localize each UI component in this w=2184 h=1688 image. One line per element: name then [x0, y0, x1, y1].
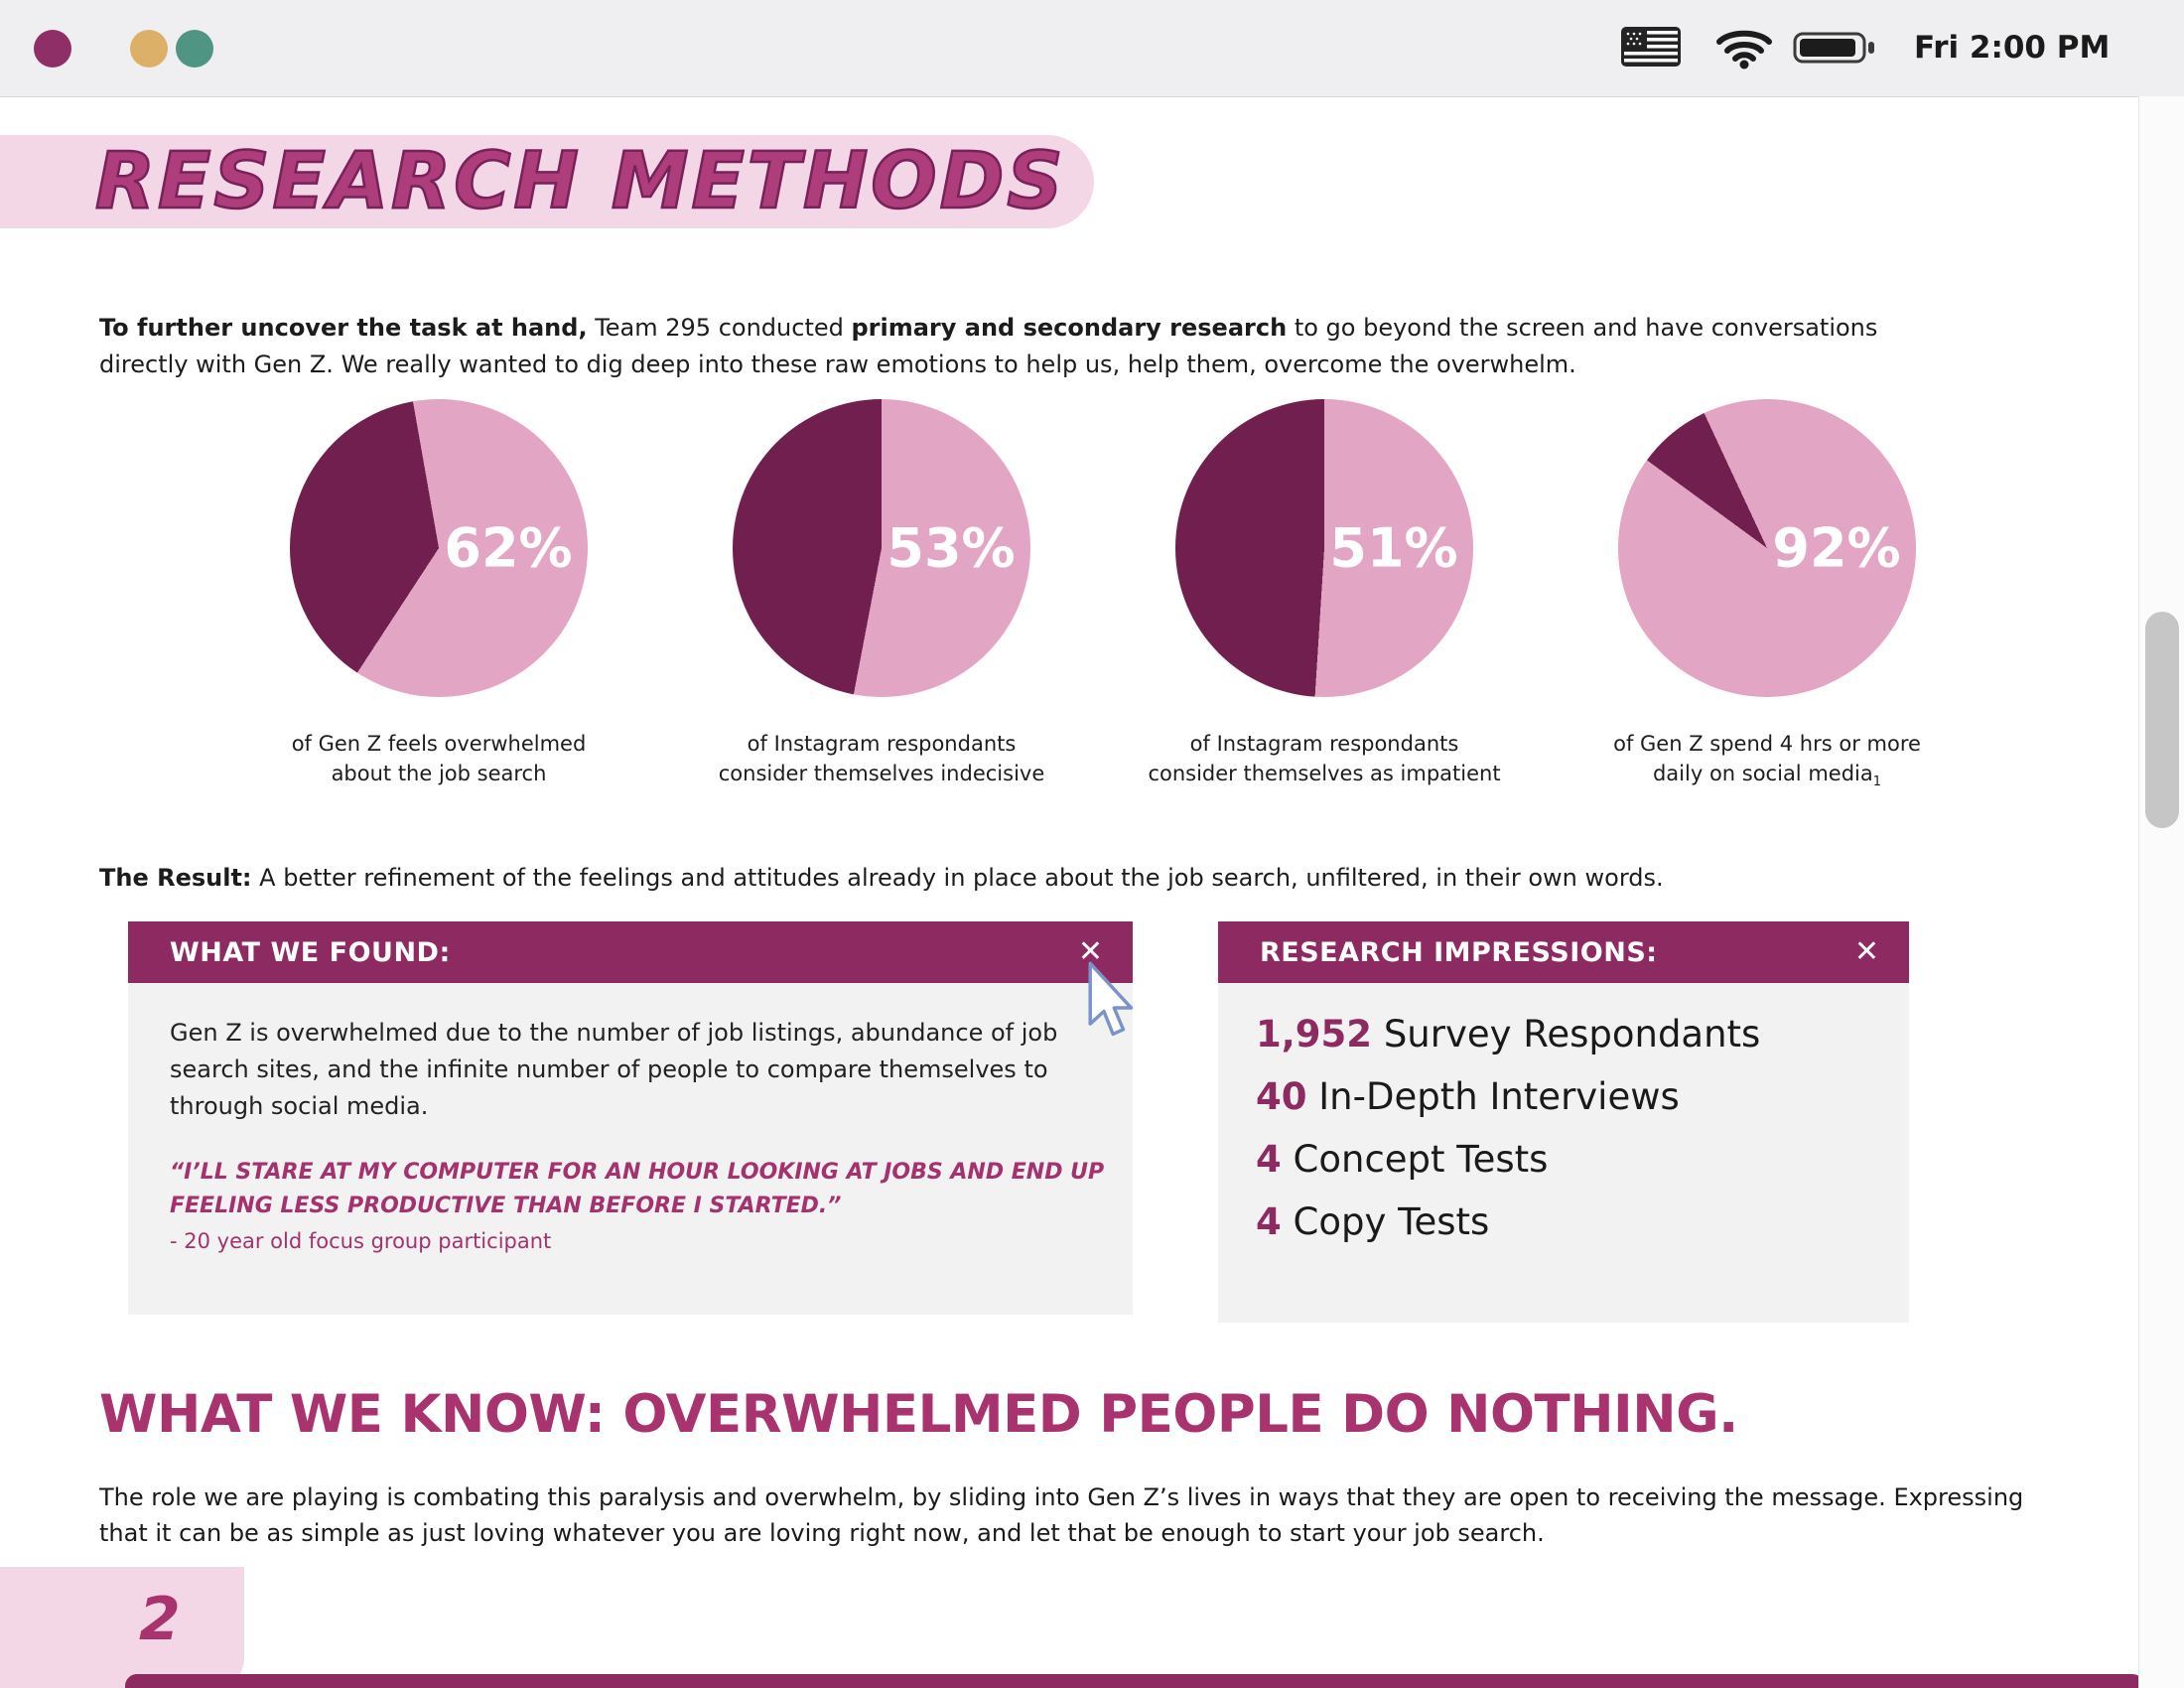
next-page-edge [125, 1674, 2144, 1688]
pie-percent-label: 53% [887, 516, 1016, 580]
pie-caption [663, 729, 1100, 789]
impression-item [1256, 1138, 1889, 1181]
menu-bar-clock[interactable]: Fri 2:00 PM [1914, 30, 2111, 66]
page-number-tab [0, 1567, 244, 1688]
pie-caption-line2: consider themselves indecisive [718, 762, 1045, 786]
pie-caption-line2: consider themselves as impatient [1148, 762, 1501, 786]
research-impressions-header [1218, 921, 1909, 983]
pie-caption-line2 [1549, 759, 1985, 792]
page-title-highlight [0, 135, 1094, 228]
minimize-window-button[interactable] [130, 30, 168, 68]
pie-percent-label: 51% [1329, 516, 1458, 580]
impression-label: Copy Tests [1293, 1200, 1490, 1243]
found-body-text: Gen Z is overwhelmed due to the number of job listings, abundance of job search sites, and the infinite number of people to compare themselves to through social media. [170, 1019, 1058, 1121]
impression-count: 40 [1256, 1075, 1307, 1118]
mouse-cursor [1085, 961, 1139, 1043]
pie-caption [1106, 729, 1543, 789]
pie-caption-line1: of Gen Z feels overwhelmed [291, 732, 587, 756]
what-we-know-paragraph: The role we are playing is combating this paralysis and overwhelm, by sliding into Gen Z’s lives in ways that they are open to receiving the message. Expressing that it can be as simple as just loving whatever you are loving right now, and let that be enough to start your job search. [99, 1483, 2024, 1547]
result-paragraph [99, 860, 2005, 896]
impression-item [1256, 1200, 1889, 1243]
intro-text-2: to go beyond the screen and have conversations directly with Gen Z. We really wanted to dig deep into these raw emotions to help us, help them, overcome the overwhelm. [99, 314, 1878, 379]
intro-text-1: Team 295 conducted [587, 314, 852, 342]
what-we-know-heading: WHAT WE KNOW: OVERWHELMED PEOPLE DO NOTHING. [99, 1384, 1738, 1445]
impression-label: In-Depth Interviews [1318, 1075, 1680, 1118]
pie-chart-indecisive [733, 399, 1030, 697]
pie-percent-label: 62% [444, 516, 573, 580]
menu-bar [0, 0, 2184, 97]
found-quote: “I’LL STARE AT MY COMPUTER FOR AN HOUR LOOKING AT JOBS AND END UP FEELING LESS PRODUCTIVE THAN BEFORE I STARTED.” [170, 1159, 1105, 1218]
impression-item [1256, 1013, 1889, 1055]
impression-count: 1,952 [1256, 1013, 1373, 1055]
pie-caption-line2: about the job search [331, 762, 547, 786]
pie-caption [220, 729, 657, 789]
scrollbar-thumb[interactable] [2145, 612, 2179, 828]
intro-bold-2: primary and secondary research [851, 314, 1288, 342]
intro-paragraph [99, 310, 1966, 383]
page-number: 2 [139, 1585, 181, 1654]
impression-count: 4 [1256, 1138, 1282, 1181]
pie-caption-line1: of Instagram respondants [1189, 732, 1459, 756]
impression-count: 4 [1256, 1200, 1282, 1243]
impression-label: Concept Tests [1293, 1138, 1549, 1181]
close-icon[interactable]: ✕ [1853, 934, 1879, 969]
research-impressions-title: RESEARCH IMPRESSIONS: [1260, 936, 1658, 968]
pie-caption-line1: of Gen Z spend 4 hrs or more [1613, 732, 1921, 756]
pie-caption [1549, 729, 1985, 792]
what-we-found-title: WHAT WE FOUND: [170, 936, 451, 968]
result-bold: The Result: [99, 864, 252, 892]
pie-percent-label: 92% [1772, 516, 1901, 580]
pie-chart-block-1 [220, 399, 657, 789]
pie-caption-line1: of Instagram respondants [747, 732, 1017, 756]
pie-caption-line2-text: daily on social media [1652, 762, 1873, 786]
research-impressions-card [1218, 921, 1909, 1323]
footnote-marker: 1 [1872, 774, 1882, 790]
what-we-found-header [128, 921, 1133, 983]
wifi-icon[interactable] [1715, 26, 1773, 73]
pie-chart-social-media [1618, 399, 1916, 697]
pie-chart-block-3 [1106, 399, 1543, 789]
what-we-found-card [128, 921, 1133, 1315]
pie-chart-block-4 [1549, 399, 1985, 792]
pie-chart-block-2 [663, 399, 1100, 789]
research-impressions-body [1218, 983, 1909, 1323]
scrollbar-track[interactable] [2138, 96, 2184, 1688]
found-attribution: - 20 year old focus group participant [170, 1228, 552, 1253]
result-text: A better refinement of the feelings and attitudes already in place about the job search, unfiltered, in their own words. [251, 864, 1664, 892]
page-title: RESEARCH METHODS [95, 137, 1066, 226]
pie-chart-impatient [1175, 399, 1473, 697]
impression-item [1256, 1075, 1889, 1118]
impression-label: Survey Respondants [1383, 1013, 1761, 1055]
what-we-found-body [128, 983, 1133, 1315]
zoom-window-button[interactable] [176, 30, 213, 68]
flag-input-source-icon[interactable] [1620, 26, 1682, 71]
close-icon[interactable]: ✕ [1077, 934, 1103, 969]
intro-bold-1: To further uncover the task at hand, [99, 314, 588, 342]
close-window-button[interactable] [34, 30, 71, 68]
pie-chart-overwhelmed [290, 399, 588, 697]
battery-icon[interactable] [1793, 28, 1878, 71]
